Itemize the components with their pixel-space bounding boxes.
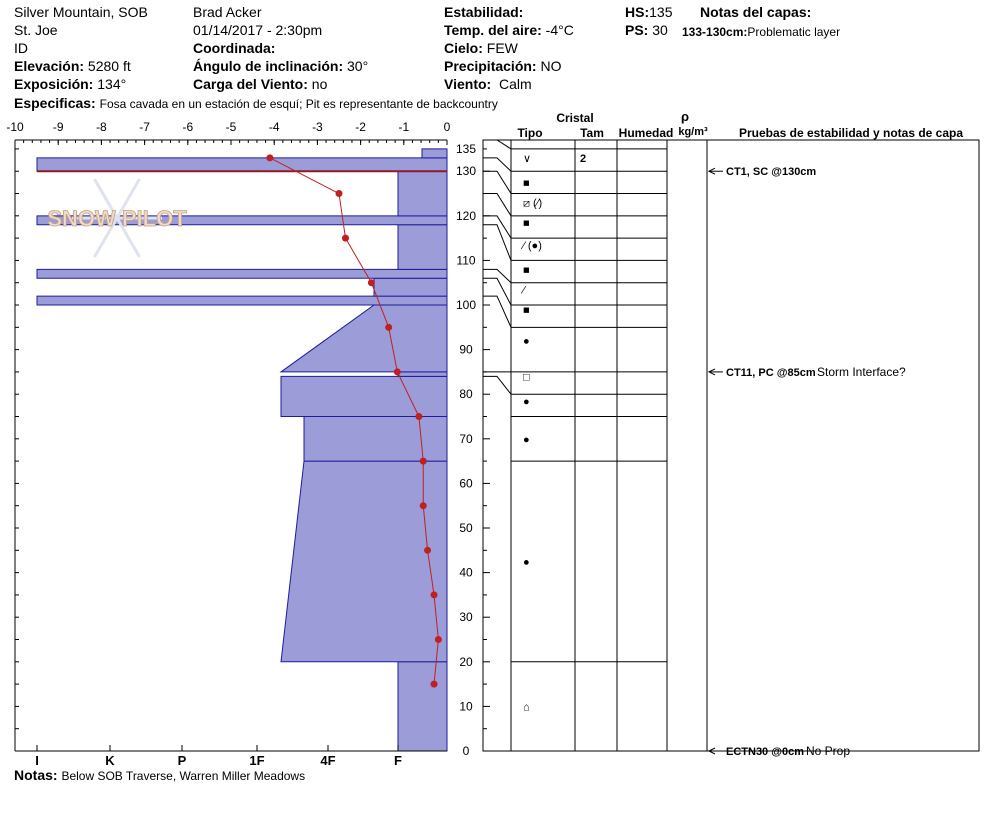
layer-note-text: Problematic layer — [747, 25, 841, 39]
hs-value: 135 — [649, 4, 673, 20]
height-tick-label: 90 — [459, 342, 473, 357]
hardness-profile — [37, 149, 447, 751]
grain-type-symbol: ⁄ — [523, 284, 525, 297]
temp-tick-label: -7 — [139, 120, 150, 134]
grain-type-symbol: ⌂ — [523, 701, 530, 714]
height-tick-label: 110 — [456, 253, 476, 268]
moisture-header: Humedad — [618, 126, 674, 140]
temp-tick-label: -3 — [312, 120, 323, 134]
hardness-layer — [304, 417, 447, 462]
stability-label: Estabilidad: — [444, 4, 524, 20]
temperature-point — [431, 681, 438, 688]
layer-grid-frame — [483, 140, 979, 751]
temp-tick-label: 0 — [443, 120, 451, 134]
elevation-value: 5280 ft — [87, 58, 131, 74]
incline-label: Ángulo de inclinación: — [193, 58, 344, 74]
temp-tick-label: -2 — [355, 120, 366, 134]
hardness-layer — [281, 461, 447, 662]
hardness-tick-label: P — [177, 753, 187, 768]
snowpilot-watermark — [47, 179, 187, 257]
hardness-layer — [37, 296, 447, 305]
hs-label: HS: — [625, 4, 650, 20]
wind-value: Calm — [498, 76, 532, 92]
layer-connector — [483, 296, 511, 327]
stability-tests — [709, 166, 906, 758]
height-tick-label: 80 — [459, 387, 473, 402]
layer-connector — [483, 225, 511, 261]
crystal-header: Cristal — [556, 111, 594, 125]
notes-label: Notas: — [14, 767, 58, 783]
hardness-tick-label: I — [35, 753, 39, 768]
region-name: St. Joe — [14, 22, 58, 38]
specifics-value: Fosa cavada en un estación de esquí; Pit es representante de backcountry — [99, 97, 498, 111]
location-name: Silver Mountain, SOB — [14, 4, 148, 20]
temperature-point — [435, 636, 442, 643]
density-unit: kg/m³ — [678, 126, 708, 138]
aspect-value: 134° — [97, 76, 127, 92]
grain-type-symbol: ∨ — [523, 152, 532, 165]
wind-label: Viento: — [444, 76, 492, 92]
aspect-label: Exposición: — [14, 76, 94, 92]
height-tick-label: 130 — [455, 164, 477, 179]
temperature-point — [424, 547, 431, 554]
sky-label: Cielo: — [444, 40, 483, 56]
height-tick-label: 30 — [459, 610, 473, 625]
layer-grid-headers — [517, 109, 963, 140]
ps-label: PS: — [625, 22, 649, 38]
hardness-tick-label: F — [394, 753, 402, 768]
wind-load-value: no — [311, 76, 328, 92]
height-tick-label: 100 — [455, 298, 477, 313]
height-tick-label: 40 — [459, 565, 473, 580]
grain-type-symbol: ● — [523, 433, 530, 446]
temp-tick-label: -10 — [6, 120, 24, 134]
grain-type-symbol: ■ — [523, 217, 530, 230]
temperature-point — [420, 458, 427, 465]
hardness-layer — [398, 225, 447, 270]
hardness-tick-label: K — [105, 753, 115, 768]
tests-header: Pruebas de estabilidad y notas de capa — [738, 126, 964, 140]
test-note: No Prop — [806, 744, 851, 758]
hardness-layer — [281, 376, 447, 416]
air-temp-value: -4°C — [545, 22, 574, 38]
hardness-layer — [398, 171, 447, 216]
hardness-layer — [281, 305, 447, 372]
sky-value: FEW — [486, 40, 518, 56]
temp-tick-label: -4 — [268, 120, 280, 134]
layer-notes-label: Notas del capas: — [700, 4, 812, 20]
temperature-point — [336, 190, 343, 197]
temp-tick-label: -5 — [225, 120, 237, 134]
temperature-point — [420, 502, 427, 509]
grain-type-symbol: □ — [523, 371, 530, 384]
state-name: ID — [14, 40, 28, 56]
density-symbol: ρ — [680, 109, 690, 124]
test-code: CT1, SC @130cm — [726, 166, 817, 179]
grain-type-header: Tipo — [517, 126, 543, 140]
height-tick-label: 120 — [455, 208, 477, 223]
height-tick-label: 10 — [459, 699, 473, 714]
temperature-point — [342, 235, 349, 242]
height-tick-label: 20 — [459, 654, 473, 669]
hardness-layer — [422, 149, 447, 158]
temp-tick-label: -6 — [182, 120, 194, 134]
test-code: ECTN30 @0cm — [726, 746, 804, 758]
height-tick-label: 70 — [459, 431, 473, 446]
height-tick-label: 50 — [459, 521, 473, 536]
grain-type-symbol: ● — [523, 556, 530, 569]
grain-size-header: Tam — [580, 126, 604, 140]
layer-connector — [483, 158, 511, 171]
precip-label: Precipitación: — [444, 58, 537, 74]
grain-type-symbol: ■ — [523, 304, 530, 317]
grain-type-symbol: ● — [523, 395, 530, 408]
grain-size-value: 2 — [580, 152, 587, 165]
incline-value: 30° — [347, 58, 369, 74]
hardness-layer — [398, 372, 447, 376]
height-tick-label: 60 — [459, 476, 473, 491]
grain-type-symbol: ⁄ (●) — [523, 239, 542, 252]
grain-type-symbol: ■ — [523, 264, 530, 277]
coordinate-label: Coordinada: — [193, 40, 276, 56]
layer-connector — [483, 171, 511, 193]
layer-rows — [520, 153, 586, 714]
hardness-layer — [398, 662, 447, 751]
grain-type-symbol: ■ — [523, 177, 530, 190]
hardness-layer — [374, 278, 447, 296]
observer-name: Brad Acker — [193, 4, 262, 20]
layer-connector — [483, 216, 511, 238]
observation-datetime: 01/14/2017 - 2:30pm — [193, 22, 323, 38]
notes-text: Below SOB Traverse, Warren Miller Meadows — [61, 769, 306, 783]
layer-connector — [483, 376, 511, 394]
layer-connector — [483, 194, 511, 216]
ps-value: 30 — [652, 22, 668, 38]
notes-row — [14, 767, 305, 784]
height-axis — [456, 140, 490, 758]
layer-grid — [483, 140, 979, 751]
temperature-point — [415, 413, 422, 420]
layer-connectors — [483, 140, 511, 394]
layer-connector — [483, 269, 511, 282]
height-tick-label: 135 — [455, 141, 477, 156]
temp-tick-label: -8 — [96, 120, 107, 134]
temperature-point — [368, 279, 375, 286]
specifics-label: Especificas: — [14, 95, 96, 111]
grain-type-symbol: ⧄ (⁄) — [523, 197, 543, 210]
test-code: CT11, PC @85cm — [726, 366, 816, 379]
layer-connector — [483, 278, 511, 305]
watermark-text: SNOW PILOT — [47, 206, 187, 231]
temp-tick-label: -9 — [52, 120, 64, 134]
grain-type-symbol: ● — [523, 335, 530, 348]
temperature-point — [385, 324, 392, 331]
layer-note-range: 133-130cm: — [682, 25, 748, 39]
hardness-layer — [37, 269, 447, 278]
layer-connector — [483, 140, 511, 149]
hardness-tick-label: 1F — [249, 753, 265, 768]
elevation-label: Elevación: — [14, 58, 85, 74]
precip-value: NO — [540, 58, 562, 74]
air-temp-label: Temp. del aire: — [444, 22, 542, 38]
temperature-point — [394, 368, 401, 375]
test-note: Storm Interface? — [817, 364, 906, 379]
temperature-point — [266, 154, 273, 161]
temperature-point — [431, 591, 438, 598]
hardness-layer — [37, 158, 447, 171]
hardness-tick-label: 4F — [320, 753, 336, 768]
wind-load-label: Carga del Viento: — [193, 76, 308, 92]
temp-tick-label: -1 — [398, 120, 410, 134]
height-tick-label: 0 — [462, 744, 470, 758]
